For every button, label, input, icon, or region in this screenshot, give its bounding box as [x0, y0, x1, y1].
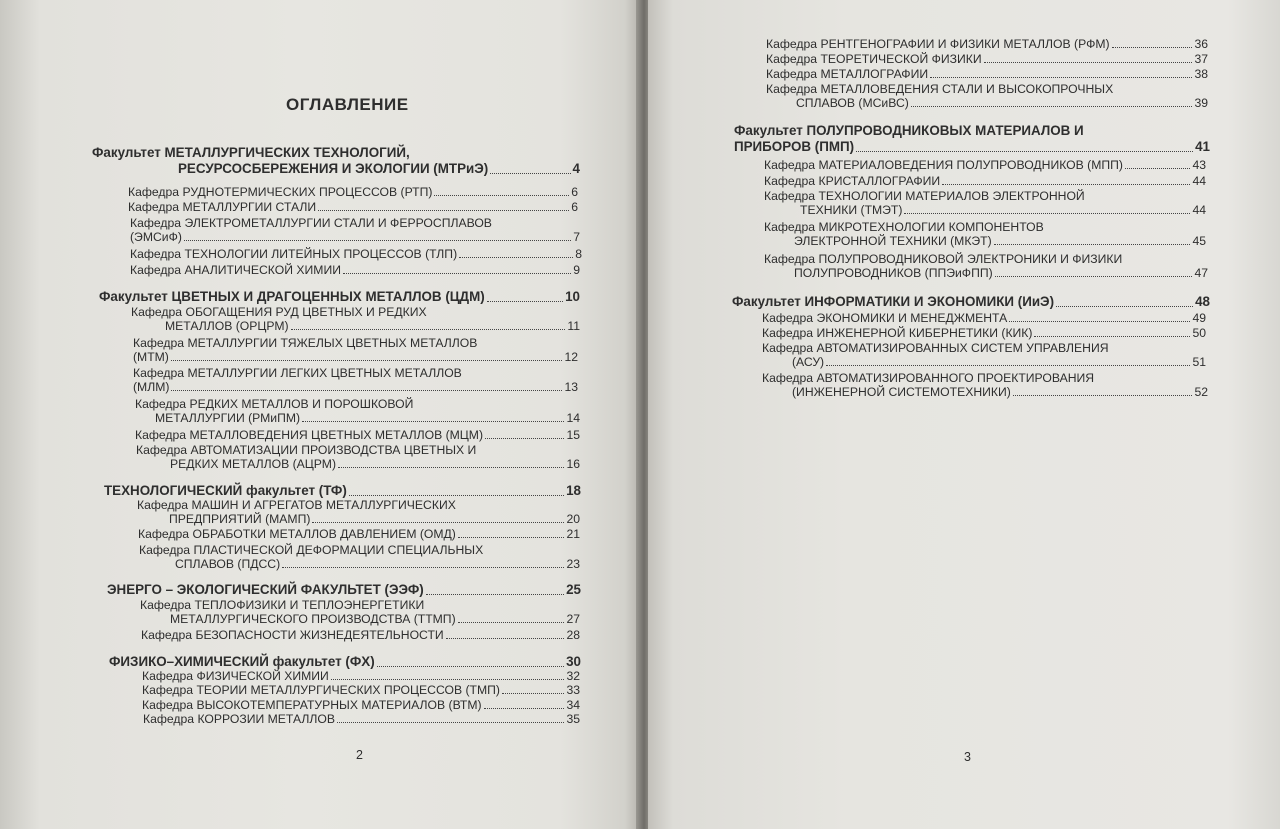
- toc-page-number: 48: [1195, 294, 1210, 309]
- toc-entry-text: Факультет МЕТАЛЛУРГИЧЕСКИХ ТЕХНОЛОГИЙ,: [92, 145, 410, 160]
- toc-page-number: 32: [566, 669, 580, 683]
- toc-department-entry: [762, 311, 1206, 325]
- toc-entry-text: Кафедра МАШИН И АГРЕГАТОВ МЕТАЛЛУРГИЧЕСКИХ: [137, 498, 456, 512]
- dot-leader: [487, 301, 563, 302]
- dot-leader: [1112, 47, 1192, 48]
- toc-page-number: 13: [564, 380, 578, 394]
- dot-leader: [994, 244, 1190, 245]
- toc-page-number: 41: [1195, 139, 1210, 154]
- toc-department-entry: [137, 498, 580, 526]
- dot-leader: [458, 622, 564, 623]
- dot-leader: [318, 210, 569, 211]
- toc-entry-text: Кафедра ТЕХНОЛОГИИ МАТЕРИАЛОВ ЭЛЕКТРОННОЙ: [764, 189, 1085, 203]
- toc-department-entry: [140, 598, 580, 626]
- toc-entry-text: Кафедра МЕТАЛЛУРГИИ СТАЛИ: [128, 200, 317, 214]
- toc-department-entry: [135, 428, 580, 442]
- dot-leader: [338, 467, 564, 468]
- toc-page-number: 39: [1194, 96, 1208, 110]
- toc-entry-text: Кафедра ТЕПЛОФИЗИКИ И ТЕПЛОЭНЕРГЕТИКИ: [140, 598, 425, 612]
- toc-page-number: 36: [1194, 37, 1208, 51]
- toc-entry-text: ПРИБОРОВ (ПМП): [734, 139, 855, 154]
- toc-page-number: 16: [566, 457, 580, 471]
- toc-department-entry: [764, 252, 1208, 280]
- toc-page-number: 27: [566, 612, 580, 626]
- toc-entry-text: (ЭМСиФ): [130, 230, 182, 244]
- toc-entry-text: Факультет ИНФОРМАТИКИ И ЭКОНОМИКИ (ИиЭ): [732, 294, 1055, 309]
- toc-entry-text: Факультет ЦВЕТНЫХ И ДРАГОЦЕННЫХ МЕТАЛЛОВ (ЦДМ): [99, 289, 485, 304]
- toc-entry-text: Кафедра ВЫСОКОТЕМПЕРАТУРНЫХ МАТЕРИАЛОВ (ВТМ): [142, 698, 482, 712]
- dot-leader: [171, 390, 562, 391]
- toc-entry-text: Кафедра РЕНТГЕНОГРАФИИ И ФИЗИКИ МЕТАЛЛОВ (РФМ): [766, 37, 1110, 51]
- dot-leader: [1009, 321, 1190, 322]
- dot-leader: [1125, 168, 1190, 169]
- dot-leader: [984, 62, 1192, 63]
- toc-entry-text: РЕСУРСОСБЕРЕЖЕНИЯ И ЭКОЛОГИИ (МТРиЭ): [178, 161, 489, 176]
- toc-entry-text: Кафедра ЭКОНОМИКИ И МЕНЕДЖМЕНТА: [762, 311, 1008, 325]
- toc-entry-text: Кафедра КРИСТАЛЛОГРАФИИ: [764, 174, 941, 188]
- toc-entry-text: Кафедра МИКРОТЕХНОЛОГИИ КОМПОНЕНТОВ: [764, 220, 1044, 234]
- dot-leader: [446, 638, 564, 639]
- dot-leader: [826, 365, 1190, 366]
- dot-leader: [282, 567, 564, 568]
- toc-faculty-entry: [734, 123, 1210, 155]
- dot-leader: [1013, 395, 1192, 396]
- toc-entry-text: ЭНЕРГО – ЭКОЛОГИЧЕСКИЙ ФАКУЛЬТЕТ (ЭЭФ): [107, 582, 424, 597]
- toc-page-number: 21: [566, 527, 580, 541]
- toc-department-entry: [766, 37, 1208, 51]
- toc-entry-text: Кафедра АВТОМАТИЗИРОВАННОГО ПРОЕКТИРОВАНИЯ: [762, 371, 1095, 385]
- toc-entry-text: ТЕХНОЛОГИЧЕСКИЙ факультет (ТФ): [104, 483, 347, 498]
- dot-leader: [349, 495, 564, 496]
- dot-leader: [1056, 306, 1193, 307]
- toc-department-entry: [142, 683, 580, 697]
- toc-entry-text: ПРЕДПРИЯТИЙ (МАМП): [169, 512, 311, 526]
- dot-leader: [377, 666, 564, 667]
- toc-page-number: 50: [1192, 326, 1206, 340]
- toc-page-number: 20: [566, 512, 580, 526]
- toc-entry-text: Кафедра АВТОМАТИЗАЦИИ ПРОИЗВОДСТВА ЦВЕТНЫХ И: [136, 443, 477, 457]
- toc-department-entry: [128, 200, 578, 214]
- toc-page-number: 15: [566, 428, 580, 442]
- dot-leader: [302, 421, 564, 422]
- toc-faculty-entry: [109, 654, 581, 670]
- toc-entry-text: Кафедра МЕТАЛЛОГРАФИИ: [766, 67, 929, 81]
- toc-entry-text: Кафедра ТЕОРЕТИЧЕСКОЙ ФИЗИКИ: [766, 52, 982, 66]
- dot-leader: [1034, 336, 1190, 337]
- toc-entry-text: МЕТАЛЛОВ (ОРЦРМ): [165, 319, 289, 333]
- dot-leader: [490, 173, 571, 174]
- toc-entry-text: СПЛАВОВ (МСиВС): [796, 96, 909, 110]
- toc-entry-text: СПЛАВОВ (ПДСС): [175, 557, 281, 571]
- toc-entry-text: Кафедра МЕТАЛЛУРГИИ ТЯЖЕЛЫХ ЦВЕТНЫХ МЕТАЛЛОВ: [133, 336, 478, 350]
- dot-leader: [502, 693, 564, 694]
- toc-page-number: 11: [567, 319, 580, 333]
- toc-page-number: 30: [566, 654, 581, 669]
- toc-page-number: 28: [566, 628, 580, 642]
- toc-department-entry: [139, 543, 580, 571]
- toc-page-number: 51: [1192, 355, 1206, 369]
- toc-faculty-entry: [732, 294, 1210, 310]
- toc-page-number: 34: [566, 698, 580, 712]
- dot-leader: [171, 360, 562, 361]
- dot-leader: [343, 273, 571, 274]
- toc-department-entry: [764, 174, 1206, 188]
- toc-entry-text: Кафедра ПОЛУПРОВОДНИКОВОЙ ЭЛЕКТРОНИКИ И ФИЗИКИ: [764, 252, 1123, 266]
- toc-page-number: 4: [572, 161, 580, 176]
- toc-entry-text: Кафедра ПЛАСТИЧЕСКОЙ ДЕФОРМАЦИИ СПЕЦИАЛЬНЫХ: [139, 543, 484, 557]
- dot-leader: [930, 77, 1192, 78]
- toc-department-entry: [130, 247, 582, 261]
- toc-department-entry: [135, 397, 580, 425]
- toc-page-number: 12: [564, 350, 578, 364]
- toc-entry-text: Кафедра ИНЖЕНЕРНОЙ КИБЕРНЕТИКИ (КИК): [762, 326, 1033, 340]
- toc-department-entry: [130, 216, 580, 244]
- toc-entry-text: ЭЛЕКТРОННОЙ ТЕХНИКИ (МКЭТ): [794, 234, 992, 248]
- dot-leader: [485, 438, 564, 439]
- toc-department-entry: [762, 371, 1208, 399]
- toc-department-entry: [764, 189, 1206, 217]
- toc-department-entry: [766, 52, 1208, 66]
- toc-department-entry: [764, 220, 1206, 248]
- toc-entry-text: Кафедра МЕТАЛЛУРГИИ ЛЕГКИХ ЦВЕТНЫХ МЕТАЛЛОВ: [133, 366, 462, 380]
- toc-faculty-entry: [99, 289, 580, 305]
- dot-leader: [291, 329, 565, 330]
- toc-page-number: 10: [565, 289, 580, 304]
- toc-entry-text: ТЕХНИКИ (ТМЭТ): [800, 203, 903, 217]
- toc-page-number: 38: [1194, 67, 1208, 81]
- toc-department-entry: [130, 263, 580, 277]
- toc-entry-text: Кафедра МАТЕРИАЛОВЕДЕНИЯ ПОЛУПРОВОДНИКОВ (МПП): [764, 158, 1123, 172]
- toc-entry-text: Кафедра АНАЛИТИЧЕСКОЙ ХИМИИ: [130, 263, 341, 277]
- toc-title: ОГЛАВЛЕНИЕ: [286, 95, 409, 114]
- toc-department-entry: [128, 185, 578, 199]
- toc-department-entry: [133, 336, 578, 364]
- dot-leader: [337, 722, 564, 723]
- toc-page-number: 18: [566, 483, 581, 498]
- toc-entry-text: Кафедра МЕТАЛЛОВЕДЕНИЯ СТАЛИ И ВЫСОКОПРОЧНЫХ: [766, 82, 1114, 96]
- toc-page-number: 37: [1194, 52, 1208, 66]
- dot-leader: [331, 679, 564, 680]
- toc-department-entry: [133, 366, 578, 394]
- dot-leader: [459, 257, 573, 258]
- toc-entry-text: Кафедра ТЕХНОЛОГИИ ЛИТЕЙНЫХ ПРОЦЕССОВ (ТЛП): [130, 247, 458, 261]
- dot-leader: [458, 537, 564, 538]
- toc-entry-text: Кафедра ОБРАБОТКИ МЕТАЛЛОВ ДАВЛЕНИЕМ (ОМД): [138, 527, 456, 541]
- toc-entry-text: Кафедра ЭЛЕКТРОМЕТАЛЛУРГИИ СТАЛИ И ФЕРРОСПЛАВОВ: [130, 216, 492, 230]
- toc-department-entry: [136, 443, 580, 471]
- toc-faculty-entry: [92, 145, 580, 177]
- toc-page-number: 44: [1192, 203, 1206, 217]
- page-number-right: 3: [964, 750, 971, 764]
- toc-page-number: 9: [573, 263, 580, 277]
- dot-leader: [184, 240, 571, 241]
- toc-page-number: 6: [571, 185, 578, 199]
- toc-entry-text: Кафедра АВТОМАТИЗИРОВАННЫХ СИСТЕМ УПРАВЛЕНИЯ: [762, 341, 1109, 355]
- toc-page-number: 23: [566, 557, 580, 571]
- toc-department-entry: [766, 82, 1208, 110]
- dot-leader: [312, 522, 564, 523]
- toc-department-entry: [131, 305, 580, 333]
- toc-page-number: 43: [1192, 158, 1206, 172]
- toc-page-number: 25: [566, 582, 581, 597]
- toc-department-entry: [142, 698, 580, 712]
- toc-entry-text: Кафедра РУДНОТЕРМИЧЕСКИХ ПРОЦЕССОВ (РТП): [128, 185, 433, 199]
- toc-department-entry: [764, 158, 1206, 172]
- right-page: [648, 0, 1280, 829]
- toc-faculty-entry: [107, 582, 581, 598]
- toc-entry-text: Кафедра КОРРОЗИИ МЕТАЛЛОВ: [143, 712, 335, 726]
- toc-page-number: 45: [1192, 234, 1206, 248]
- toc-page-number: 49: [1192, 311, 1206, 325]
- toc-page-number: 52: [1194, 385, 1208, 399]
- dot-leader: [856, 151, 1193, 152]
- toc-page-number: 44: [1192, 174, 1206, 188]
- toc-page-number: 14: [566, 411, 580, 425]
- toc-department-entry: [138, 527, 580, 541]
- dot-leader: [942, 184, 1190, 185]
- dot-leader: [904, 213, 1190, 214]
- toc-entry-text: ФИЗИКО–ХИМИЧЕСКИЙ факультет (ФХ): [109, 654, 375, 669]
- toc-entry-text: ПОЛУПРОВОДНИКОВ (ППЭиФПП): [794, 266, 993, 280]
- toc-department-entry: [141, 628, 580, 642]
- page-number-left: 2: [356, 748, 363, 762]
- toc-page-number: 8: [575, 247, 582, 261]
- dot-leader: [484, 708, 564, 709]
- toc-entry-text: МЕТАЛЛУРГИЧЕСКОГО ПРОИЗВОДСТВА (ТТМП): [170, 612, 456, 626]
- toc-entry-text: Кафедра ТЕОРИИ МЕТАЛЛУРГИЧЕСКИХ ПРОЦЕССОВ (ТМП): [142, 683, 500, 697]
- toc-faculty-entry: [104, 483, 581, 499]
- toc-entry-text: (ИНЖЕНЕРНОЙ СИСТЕМОТЕХНИКИ): [792, 385, 1011, 399]
- toc-entry-text: РЕДКИХ МЕТАЛЛОВ (АЦРМ): [170, 457, 337, 471]
- toc-entry-text: Кафедра БЕЗОПАСНОСТИ ЖИЗНЕДЕЯТЕЛЬНОСТИ: [141, 628, 444, 642]
- toc-page-number: 47: [1194, 266, 1208, 280]
- toc-entry-text: Факультет ПОЛУПРОВОДНИКОВЫХ МАТЕРИАЛОВ И: [734, 123, 1084, 138]
- toc-department-entry: [762, 326, 1206, 340]
- toc-entry-text: Кафедра ОБОГАЩЕНИЯ РУД ЦВЕТНЫХ И РЕДКИХ: [131, 305, 427, 319]
- toc-department-entry: [762, 341, 1206, 369]
- toc-entry-text: (АСУ): [792, 355, 825, 369]
- toc-page-number: 35: [566, 712, 580, 726]
- toc-department-entry: [766, 67, 1208, 81]
- toc-department-entry: [143, 712, 580, 726]
- toc-page-number: 33: [566, 683, 580, 697]
- toc-entry-text: Кафедра РЕДКИХ МЕТАЛЛОВ И ПОРОШКОВОЙ: [135, 397, 414, 411]
- dot-leader: [995, 276, 1192, 277]
- toc-page-number: 6: [571, 200, 578, 214]
- toc-entry-text: Кафедра МЕТАЛЛОВЕДЕНИЯ ЦВЕТНЫХ МЕТАЛЛОВ (МЦМ): [135, 428, 484, 442]
- dot-leader: [911, 106, 1192, 107]
- toc-entry-text: МЕТАЛЛУРГИИ (РМиПМ): [155, 411, 301, 425]
- toc-entry-text: (МЛМ): [133, 380, 170, 394]
- toc-page-number: 7: [573, 230, 580, 244]
- toc-entry-text: Кафедра ФИЗИЧЕСКОЙ ХИМИИ: [142, 669, 329, 683]
- toc-entry-text: (МТМ): [133, 350, 169, 364]
- dot-leader: [434, 195, 569, 196]
- dot-leader: [426, 594, 564, 595]
- toc-department-entry: [142, 669, 580, 683]
